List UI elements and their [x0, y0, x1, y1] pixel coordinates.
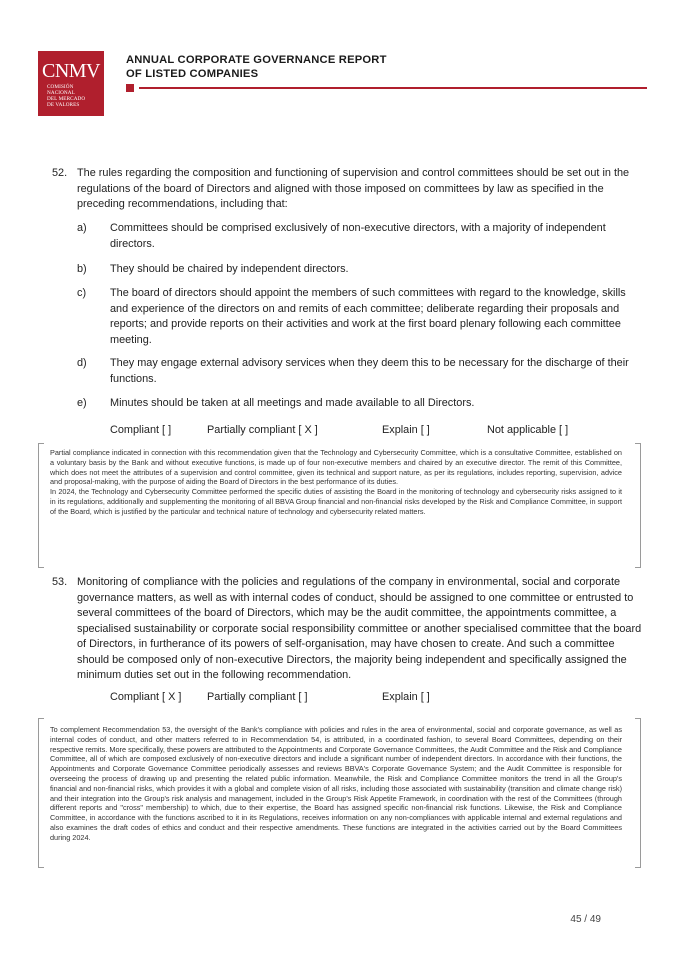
item-letter: d) [77, 357, 87, 369]
rec-number: 52. [52, 167, 68, 179]
rec-text: The rules regarding the composition and functioning of supervision and control committees should be set out in the regulations of the board of Directors and aligned with those imposed on committees by law as specified in the preceding recommendations, including that: [77, 167, 630, 210]
status-compliant: Compliant [ ] [110, 424, 172, 436]
rec-text: Monitoring of compliance with the policies and regulations of the company in environmental, social and corporate governance matters, as well as with internal codes of conduct, should be assigned to one committee or entrusted to several committees of the board of Directors, which may be the audit committee, the appointments committee, a specialised sustainability or corporate social responsibility committee or another specialised committee that the board of Directors, in furtherance of its powers of self-organisation, may have chosen to create. And such a committee should be composed only of non-executive Directors, the majority being independent and specifically assigned the minimum duties set out in the following recommendation. [77, 576, 642, 681]
status-partially-compliant: Partially compliant [ X ] [207, 424, 318, 436]
explanation-paragraph: Partial compliance indicated in connection with this recommendation given that the Technology and Cybersecurity Committee, which is a consultative Committee, established on a voluntary basis by the Bank and without executive functions, is made up of four non-executive members and chaired by an executive director. The remit of this Committee, which does not meet the attributes of a supervision and control committee, given its technical and support nature, as per its regulations, includes reporting, supervision, advice and proposal-making, with the purpose of aiding the Board of Directors in the best performance of its duties. [50, 448, 622, 487]
bracket-left [38, 718, 44, 868]
cnmv-logo [38, 51, 104, 116]
status-partially-compliant: Partially compliant [ ] [207, 691, 308, 703]
status-not-applicable: Not applicable [ ] [487, 424, 569, 436]
item-text: Committees should be comprised exclusively of non-executive directors, with a majority of independent directors. [110, 222, 606, 250]
header-accent-square [126, 84, 134, 92]
logo-sub-line: DE VALORES [47, 102, 80, 108]
rec-number: 53. [52, 576, 68, 588]
logo-sub-line: DEL MERCADO [47, 96, 86, 102]
logo-main-text: CNMV [41, 60, 100, 82]
item-letter: a) [77, 222, 87, 234]
item-text: They may engage external advisory services when they deem this to be necessary for the discharge of their functions. [110, 357, 629, 385]
bracket-right [635, 443, 641, 568]
item-text: They should be chaired by independent directors. [110, 263, 349, 275]
item-letter: e) [77, 397, 87, 409]
bracket-right [635, 718, 641, 868]
logo-sub-line: NACIONAL [47, 90, 75, 96]
explanation-paragraph: To complement Recommendation 53, the oversight of the Bank's compliance with policies and rules in the area of environmental, social and corporate governance, as well as internal codes of conduct, and other matters referred to in Recommendation 54, is attributed, in a coordinated fashion, to several Board Committees, depending on their respective remits. More specifically, these powers are attributed to the Appointments and Corporate Governance Committees, the Audit Committee and the Risk and Compliance Committee, all of which are composed exclusively of non-executive directors and include a significant number of independent directors. In accordance with their functions, the Appointments and Corporate Governance Committee periodically assesses and reviews BBVA's Corporate Governance System; and the Audit Committee is responsible for overseeing the process of drawing up and presenting the related public information. Meanwhile, the Risk and Compliance Committee monitors the trend in all the Group's financial and non-financial risks, which provides it with a global and complete vision of all risks, including those associated with sustainability (transition and climate change risk) and their integration into the Group's risk analysis and management, included in the Group's Risk Appetite Framework, in coordination with the rest of the Committees (through different reports and "cross" membership) to which, due to their expertise, the Board has assigned specific non-financial risk functions. Likewise, the Risk and Compliance Committee, in accordance with the functions ascribed to it in its Regulations, receives information on any non-compliances with applicable internal and external regulations and also examines the draft codes of ethics and conduct and their respective amendments. These functions are integrated in the activities carried out by the Board Committees during 2024. [50, 725, 622, 842]
item-text: The board of directors should appoint the members of such committees with regard to the knowledge, skills and experience of the directors on and remits of each committee; deliberate regarding their proposals and reports; and provide reports on their activities and work at the first board plenary following each committee meeting. [110, 287, 626, 346]
explanation-paragraph: In 2024, the Technology and Cybersecurity Committee performed the specific duties of assisting the Board in the monitoring of technology and cybersecurity risks assigned to it in its regulations, additionally and supplementing the monitoring of all BBVA Group financial and non-financial risks developed by the Risk and Compliance Committee, in support of the Board, which is justified by the particular and technical nature of technology and cybersecurity related matters. [50, 487, 622, 516]
page-number: 45 / 49 [570, 914, 601, 925]
report-title [126, 53, 387, 81]
item-text: Minutes should be taken at all meetings and made available to all Directors. [110, 397, 475, 409]
rec53-explanation [50, 725, 622, 843]
status-compliant: Compliant [ X ] [110, 691, 182, 703]
logo-sub-line: COMISIÓN [47, 84, 74, 90]
header-rule [139, 87, 647, 89]
logo-subtitle [47, 84, 85, 108]
status-explain: Explain [ ] [382, 424, 430, 436]
status-explain: Explain [ ] [382, 691, 430, 703]
item-letter: b) [77, 263, 87, 275]
report-title-line1: ANNUAL CORPORATE GOVERNANCE REPORT [126, 54, 387, 66]
item-letter: c) [77, 287, 87, 299]
bracket-left [38, 443, 44, 568]
rec52-explanation [50, 448, 622, 517]
report-title-line2: OF LISTED COMPANIES [126, 68, 259, 80]
